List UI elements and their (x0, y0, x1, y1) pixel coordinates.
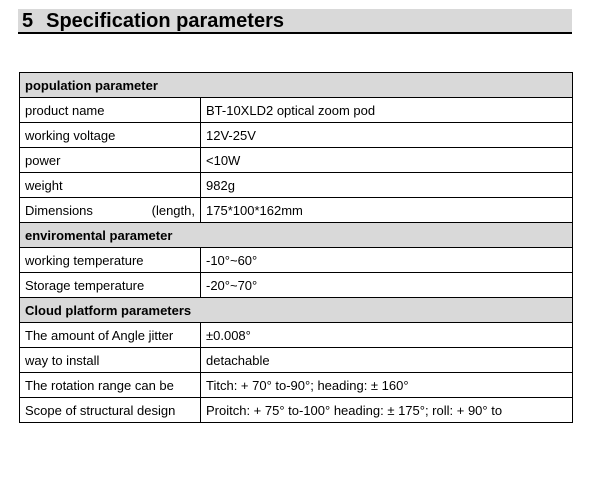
section-header-row (20, 223, 573, 248)
param-label: product name (20, 98, 201, 123)
param-value: 12V-25V (201, 123, 573, 148)
param-label: Storage temperature (20, 273, 201, 298)
param-label: The amount of Angle jitter (20, 323, 201, 348)
table-row (20, 248, 573, 273)
param-value: 982g (201, 173, 573, 198)
param-label: working voltage (20, 123, 201, 148)
param-value: Titch: + 70° to-90°; heading: ± 160° (201, 373, 573, 398)
table-row (20, 173, 573, 198)
param-value: 175*100*162mm (201, 198, 573, 223)
param-label: way to install (20, 348, 201, 373)
section-header-environmental: enviromental parameter (20, 223, 573, 248)
param-label: The rotation range can be (20, 373, 201, 398)
table-row (20, 98, 573, 123)
param-value: detachable (201, 348, 573, 373)
param-value: Proitch: + 75° to-100° heading: ± 175°; roll: + 90° to (201, 398, 573, 423)
param-label-part: Dimensions (25, 202, 93, 218)
table-row (20, 198, 573, 223)
section-header-row (20, 73, 573, 98)
table-row (20, 373, 573, 398)
table-row (20, 323, 573, 348)
param-value: BT-10XLD2 optical zoom pod (201, 98, 573, 123)
section-number: 5 (22, 9, 34, 32)
spec-table (19, 72, 573, 423)
table-row (20, 348, 573, 373)
section-heading (18, 9, 572, 34)
section-header-cloud-platform: Cloud platform parameters (20, 298, 573, 323)
section-header-population: population parameter (20, 73, 573, 98)
table-row (20, 273, 573, 298)
param-label: power (20, 148, 201, 173)
section-title: Specification parameters (46, 9, 284, 32)
table-row (20, 398, 573, 423)
section-header-row (20, 298, 573, 323)
param-value: <10W (201, 148, 573, 173)
param-label: Scope of structural design (20, 398, 201, 423)
param-label-part: (length, (151, 202, 195, 218)
table-row (20, 123, 573, 148)
param-label: weight (20, 173, 201, 198)
param-value: ±0.008° (201, 323, 573, 348)
param-label: working temperature (20, 248, 201, 273)
param-value: -20°~70° (201, 273, 573, 298)
param-value: -10°~60° (201, 248, 573, 273)
param-label (20, 198, 201, 223)
table-row (20, 148, 573, 173)
